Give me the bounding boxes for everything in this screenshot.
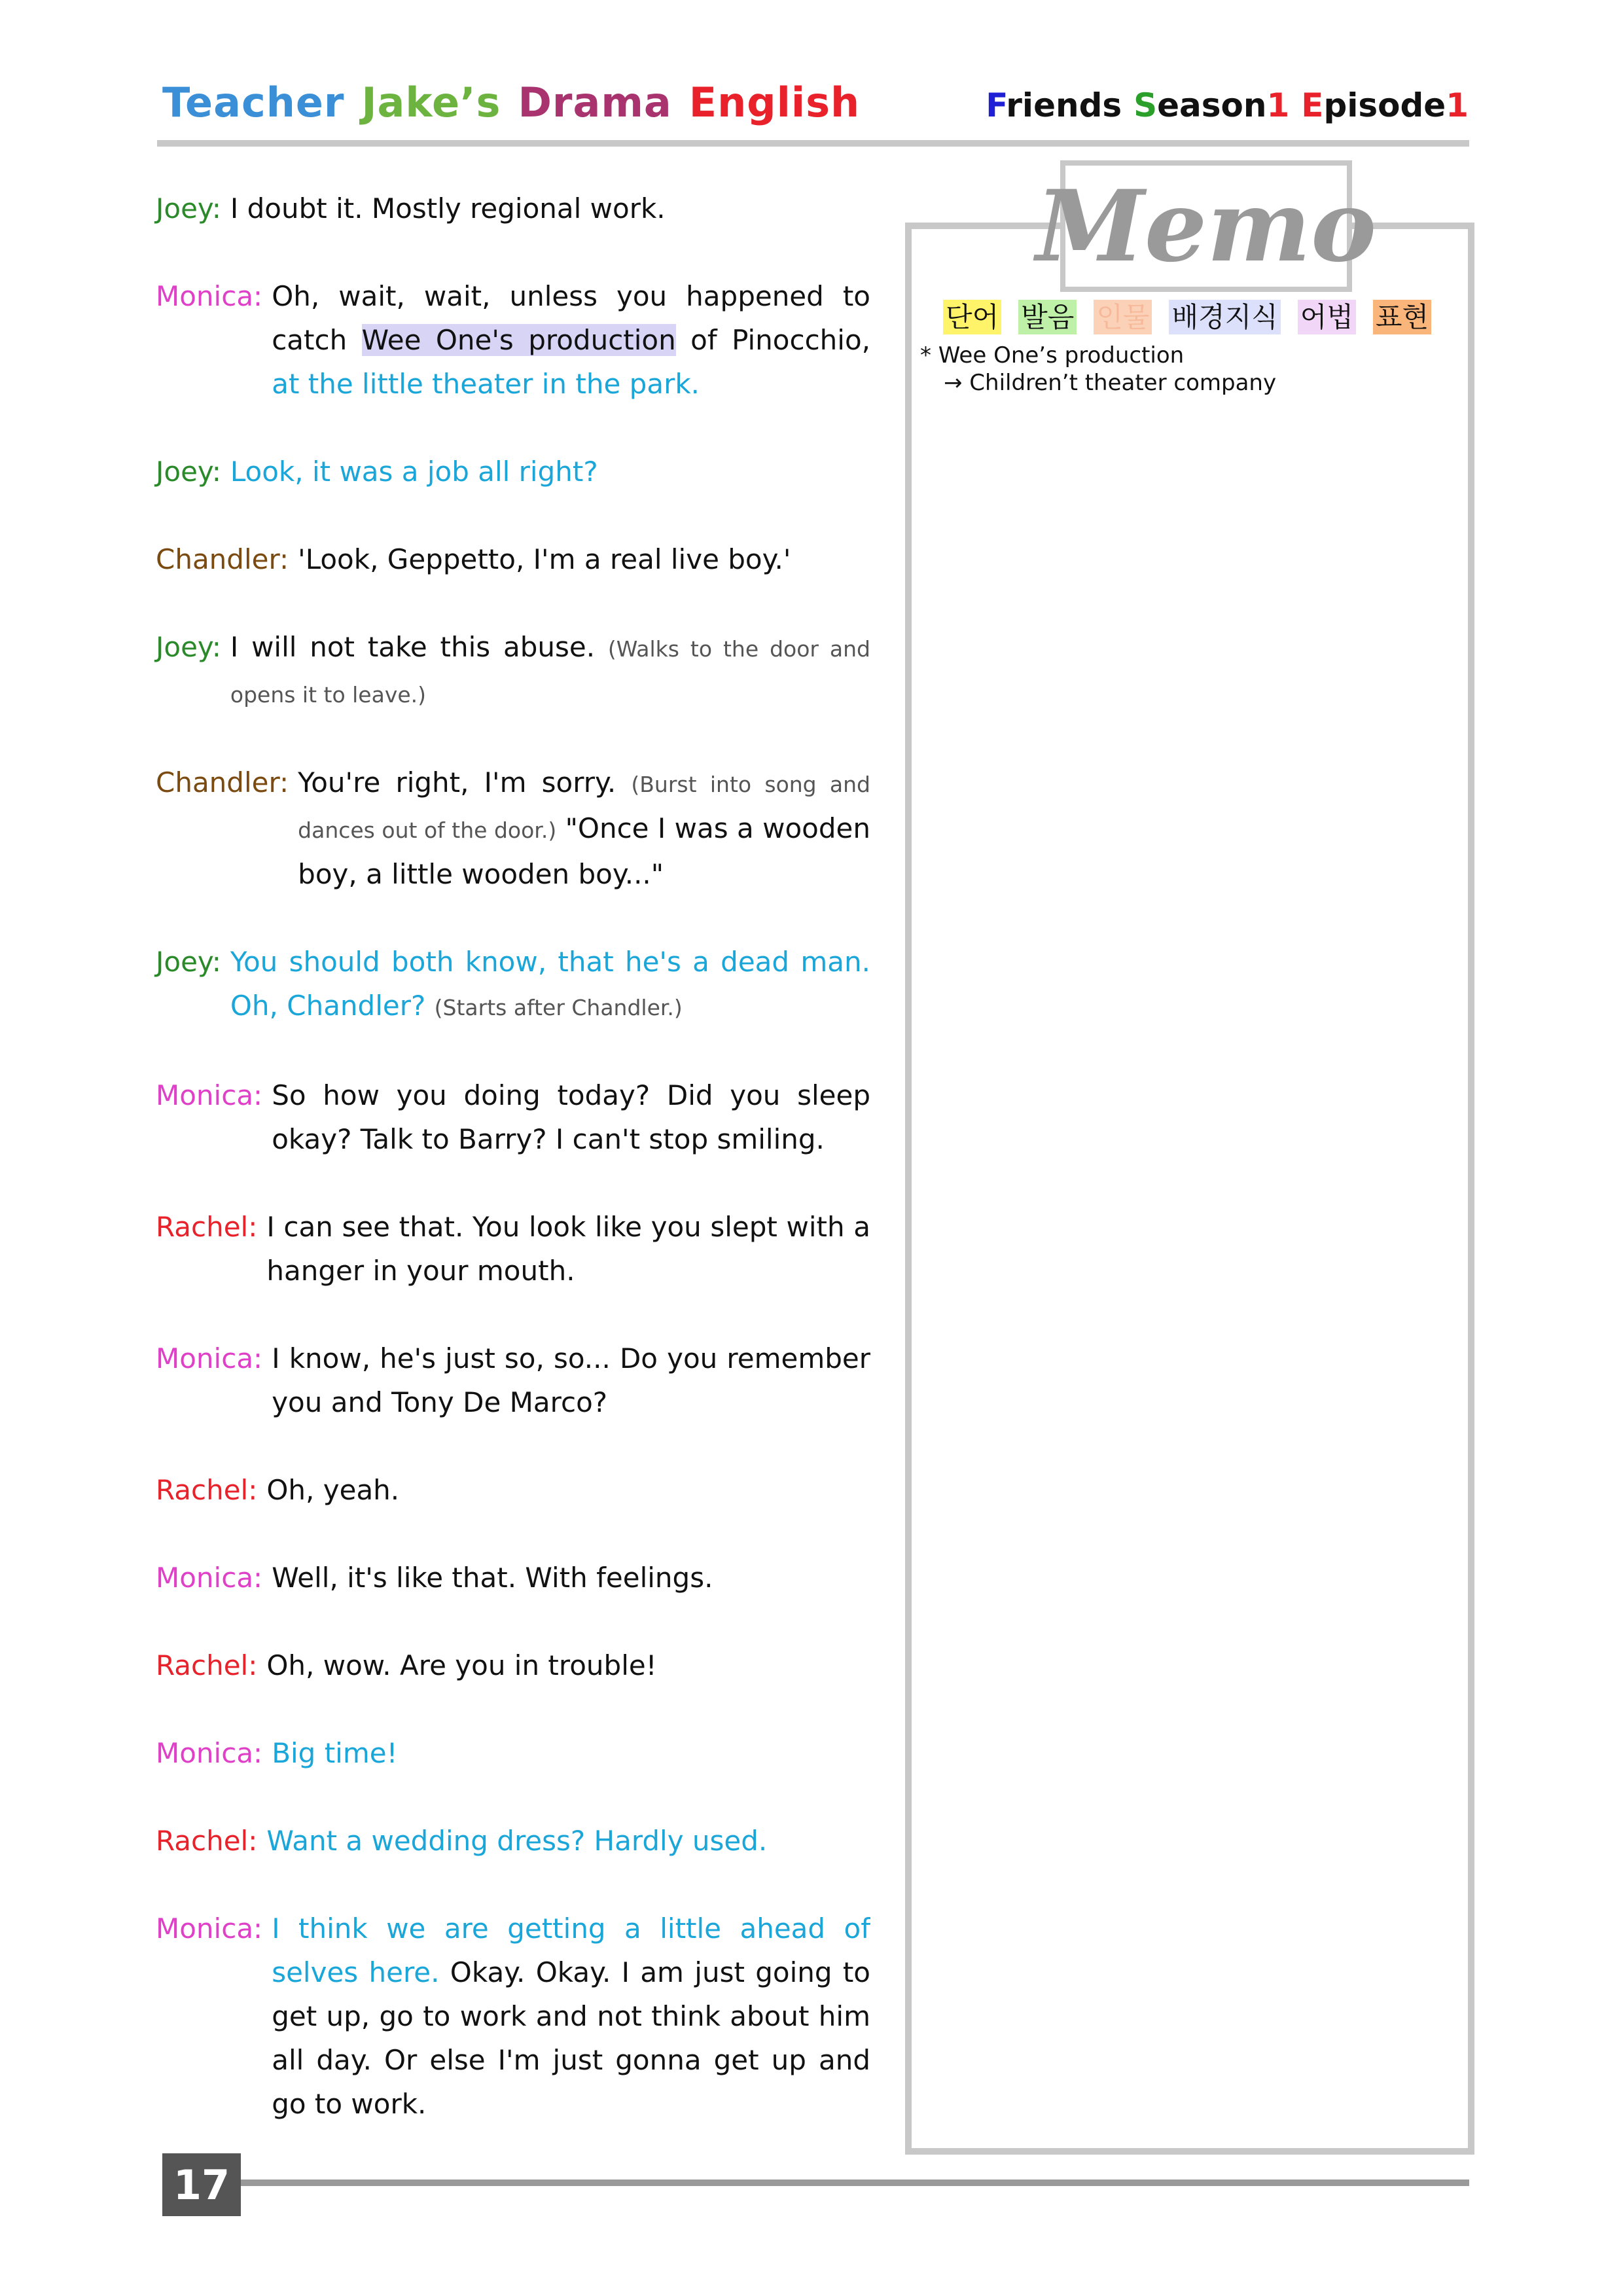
speaker-label: Rachel: bbox=[156, 1211, 258, 1243]
spoken-text: I think we are getting a little ahead of selves here. bbox=[272, 1912, 870, 1988]
episode-title-part: F bbox=[986, 86, 1007, 124]
speaker-label: Chandler: bbox=[156, 543, 289, 575]
dialogue-line bbox=[156, 274, 870, 406]
dialogue-text bbox=[272, 1073, 870, 1161]
dialogue-line bbox=[156, 761, 870, 896]
dialogue-line bbox=[156, 450, 870, 493]
dialogue-column bbox=[156, 187, 870, 2170]
highlighted-term: Wee One's production bbox=[361, 324, 676, 356]
stage-direction: (Starts after Chandler.) bbox=[434, 995, 683, 1020]
dialogue-line bbox=[156, 187, 870, 230]
memo-category-tag: 인물 bbox=[1094, 300, 1152, 334]
spoken-text: You should both know, that he's a dead man. Oh, Chandler? bbox=[230, 946, 870, 1022]
dialogue-line bbox=[156, 1907, 870, 2126]
spoken-text: I doubt it. Mostly regional work. bbox=[230, 192, 666, 224]
dialogue-text bbox=[272, 274, 870, 406]
memo-note bbox=[920, 342, 1444, 397]
episode-title-part: 1 bbox=[1446, 86, 1469, 124]
memo-box bbox=[905, 223, 1474, 2155]
dialogue-line bbox=[156, 1468, 870, 1512]
speaker-label: Rachel: bbox=[156, 1649, 258, 1681]
memo-label-text: Memo bbox=[1035, 168, 1377, 284]
dialogue-text bbox=[230, 450, 870, 493]
speaker-label: Chandler: bbox=[156, 766, 289, 798]
dialogue-text bbox=[266, 1468, 870, 1512]
episode-title-part: eason bbox=[1157, 86, 1267, 124]
dialogue-line bbox=[156, 1205, 870, 1293]
dialogue-text bbox=[272, 1336, 870, 1424]
episode-title-part: pisode bbox=[1323, 86, 1446, 124]
dialogue-text bbox=[230, 625, 870, 717]
spoken-text: Okay. Okay. I am just going to get up, go to work and not think about him all day. Or else I'm just gonna get up and go to work. bbox=[272, 1956, 870, 2120]
dialogue-text bbox=[298, 537, 870, 581]
dialogue-line bbox=[156, 625, 870, 717]
speaker-label: Monica: bbox=[156, 1562, 263, 1594]
memo-category-tag: 배경지식 bbox=[1169, 300, 1280, 334]
spoken-text: Oh, wow. Are you in trouble! bbox=[266, 1649, 657, 1681]
header-title-word: Drama bbox=[518, 79, 672, 126]
memo-category-tag: 어법 bbox=[1298, 300, 1356, 334]
spoken-text: Look, it was a job all right? bbox=[230, 456, 598, 488]
spoken-text: You're right, I'm sorry. bbox=[298, 766, 632, 798]
spoken-text: of Pinocchio, bbox=[675, 324, 870, 356]
header-title bbox=[162, 79, 877, 126]
memo-category-tag: 단어 bbox=[943, 300, 1001, 334]
dialogue-text bbox=[266, 1205, 870, 1293]
speaker-label: Monica: bbox=[156, 1079, 263, 1111]
header-title-word: Teacher bbox=[162, 79, 345, 126]
dialogue-text bbox=[266, 1643, 870, 1687]
speaker-label: Joey: bbox=[156, 456, 221, 488]
memo-category-tag: 표현 bbox=[1373, 300, 1431, 334]
speaker-label: Rachel: bbox=[156, 1825, 258, 1857]
stage-direction: (Walks to the door and opens it to leave.) bbox=[230, 636, 870, 708]
speaker-label: Rachel: bbox=[156, 1474, 258, 1506]
dialogue-line bbox=[156, 940, 870, 1030]
spoken-text: "Once I was a wooden boy, a little wooden boy..." bbox=[298, 812, 870, 890]
memo-note-title: * Wee One’s production bbox=[920, 342, 1185, 368]
spoken-text: 'Look, Geppetto, I'm a real live boy.' bbox=[298, 543, 791, 575]
dialogue-line bbox=[156, 1643, 870, 1687]
speaker-label: Monica: bbox=[156, 1737, 263, 1769]
dialogue-line bbox=[156, 1073, 870, 1161]
speaker-label: Joey: bbox=[156, 946, 221, 978]
header-title-word: Jake’s bbox=[361, 79, 501, 126]
memo-label bbox=[1035, 160, 1377, 292]
dialogue-line bbox=[156, 1556, 870, 1600]
episode-title-part: E bbox=[1301, 86, 1324, 124]
dialogue-text bbox=[230, 940, 870, 1030]
spoken-text: Big time! bbox=[272, 1737, 398, 1769]
spoken-text: I know, he's just so, so... Do you remember you and Tony De Marco? bbox=[272, 1342, 870, 1418]
footer-divider bbox=[241, 2179, 1469, 2186]
header-title-word: English bbox=[688, 79, 861, 126]
dialogue-text bbox=[272, 1907, 870, 2126]
episode-title-part: 1 bbox=[1266, 86, 1290, 124]
episode-title-part: riends bbox=[1006, 86, 1122, 124]
episode-title bbox=[986, 86, 1469, 124]
dialogue-line bbox=[156, 1336, 870, 1424]
dialogue-line bbox=[156, 1731, 870, 1775]
dialogue-line bbox=[156, 537, 870, 581]
speaker-label: Monica: bbox=[156, 1342, 263, 1374]
dialogue-text bbox=[230, 187, 870, 230]
spoken-text: I can see that. You look like you slept with a hanger in your mouth. bbox=[266, 1211, 870, 1287]
dialogue-text bbox=[272, 1556, 870, 1600]
speaker-label: Monica: bbox=[156, 280, 263, 312]
stage-direction: (Burst into song and dances out of the door.) bbox=[298, 772, 870, 843]
dialogue-text bbox=[272, 1731, 870, 1775]
spoken-text: at the little theater in the park. bbox=[272, 368, 700, 400]
memo-note-detail: → Children’t theater company bbox=[944, 370, 1277, 396]
spoken-text: Want a wedding dress? Hardly used. bbox=[266, 1825, 768, 1857]
memo-category-tag: 발음 bbox=[1018, 300, 1077, 334]
dialogue-text bbox=[266, 1819, 870, 1863]
speaker-label: Joey: bbox=[156, 192, 221, 224]
spoken-text: So how you doing today? Did you sleep okay? Talk to Barry? I can't stop smiling. bbox=[272, 1079, 870, 1155]
episode-title-part: S bbox=[1133, 86, 1158, 124]
header-divider bbox=[157, 140, 1469, 147]
dialogue-line bbox=[156, 1819, 870, 1863]
speaker-label: Joey: bbox=[156, 631, 221, 663]
memo-categories bbox=[943, 296, 1448, 335]
speaker-label: Monica: bbox=[156, 1912, 263, 1945]
spoken-text: Oh, wait, wait, unless you happened to catch bbox=[272, 280, 870, 356]
spoken-text: Well, it's like that. With feelings. bbox=[272, 1562, 713, 1594]
spoken-text: I will not take this abuse. bbox=[230, 631, 608, 663]
dialogue-text bbox=[298, 761, 870, 896]
spoken-text: Oh, yeah. bbox=[266, 1474, 400, 1506]
page-number: 17 bbox=[162, 2153, 241, 2216]
